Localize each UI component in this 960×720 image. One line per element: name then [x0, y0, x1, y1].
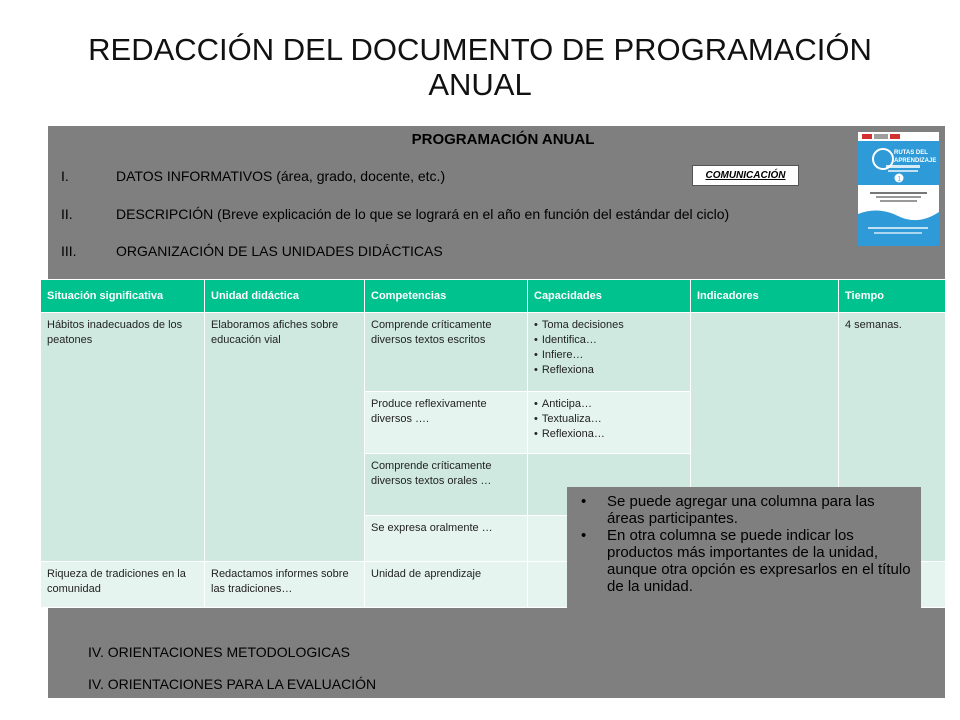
slide-title: REDACCIÓN DEL DOCUMENTO DE PROGRAMACIÓN ANUAL — [88, 32, 872, 102]
competency-cell: Comprende críticamente diversos textos orales … — [365, 454, 528, 516]
situation-cell: Hábitos inadecuados de los peatones — [41, 313, 205, 562]
section-descripcion — [61, 206, 729, 222]
competency-cell: Produce reflexivamente diversos …. — [365, 392, 528, 454]
section-datos-informativos — [61, 168, 445, 184]
time-cell: 4 semanas. — [839, 313, 946, 562]
competency-cell: Se expresa oralmente … — [365, 516, 528, 562]
section-organizacion — [61, 243, 443, 259]
comunicacion-badge: COMUNICACIÓN — [692, 165, 799, 186]
capacity-item: • Reflexiona — [534, 363, 684, 378]
book-cover-image — [858, 132, 939, 246]
capacities-cell — [528, 313, 691, 392]
competency-cell: Unidad de aprendizaje — [365, 562, 528, 608]
header-tiempo: Tiempo — [839, 280, 946, 313]
header-capacidades: Capacidades — [528, 280, 691, 313]
capacities-cell — [528, 392, 691, 454]
capacity-item: • Anticipa… — [534, 397, 684, 412]
orientaciones-metodologicas: IV. ORIENTACIONES METODOLOGICAS — [88, 644, 350, 660]
capacity-item: • Reflexiona… — [534, 427, 684, 442]
capacity-item: • Toma decisiones — [534, 318, 684, 333]
capacity-item: • Textualiza… — [534, 412, 684, 427]
capacity-item: • Infiere… — [534, 348, 684, 363]
competency-cell: Comprende críticamente diversos textos escritos — [365, 313, 528, 392]
header-competencias: Competencias — [365, 280, 528, 313]
unit-cell: Redactamos informes sobre las tradiciones… — [205, 562, 365, 608]
book-cover-illustration — [858, 132, 939, 246]
section-text: ORGANIZACIÓN DE LAS UNIDADES DIDÁCTICAS — [116, 243, 443, 259]
note-callout — [567, 487, 921, 621]
section-text: DATOS INFORMATIVOS (área, grado, docente, etc.) — [116, 168, 446, 184]
situation-cell: Riqueza de tradiciones en la comunidad — [41, 562, 205, 608]
cover-title-line2: APRENDIZAJE — [894, 158, 937, 164]
section-text: DESCRIPCIÓN (Breve explicación de lo que se logrará en el año en función del estándar del ciclo) — [116, 206, 730, 222]
note-item: • Se puede agregar una columna para las áreas participantes. — [579, 493, 911, 527]
cover-number: 1 — [897, 176, 901, 183]
section-number: I. — [61, 168, 69, 184]
header-unidad: Unidad didáctica — [205, 280, 365, 313]
table-row — [41, 313, 946, 392]
panel-heading: PROGRAMACIÓN ANUAL — [411, 131, 595, 148]
section-number: II. — [61, 206, 73, 222]
table-header-row — [41, 280, 946, 313]
capacity-item: • Identifica… — [534, 333, 684, 348]
note-item: • En otra columna se puede indicar los productos más importantes de la unidad, aunque otra opción es expresarlos en el título de la unidad. — [579, 527, 911, 595]
header-situacion: Situación significativa — [41, 280, 205, 313]
cover-title-line1: RUTAS DEL — [894, 150, 928, 156]
section-number: III. — [61, 243, 77, 259]
header-indicadores: Indicadores — [691, 280, 839, 313]
orientaciones-evaluacion: IV. ORIENTACIONES PARA LA EVALUACIÓN — [88, 676, 377, 692]
unit-cell: Elaboramos afiches sobre educación vial — [205, 313, 365, 562]
